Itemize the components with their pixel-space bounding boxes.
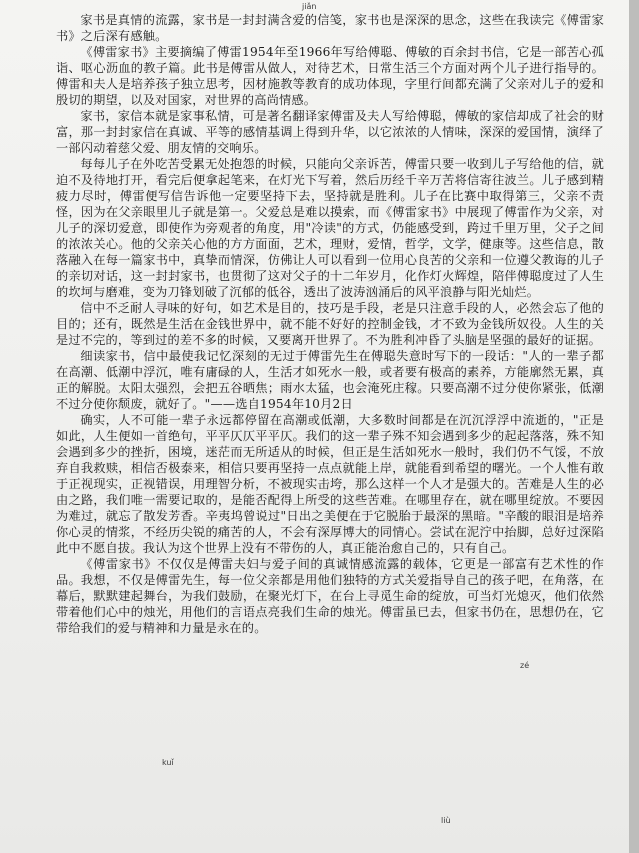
page-edge-shadow bbox=[629, 0, 639, 853]
pinyin-annotation: zé bbox=[520, 661, 530, 670]
paragraph: 信中不乏耐人寻味的好句，如艺术是目的，技巧是手段，老是只注意手段的人，必然会忘了他的目的；还有，既然是生活在金钱世界中，就不能不好好的控制金钱，才不致为金钱所奴役。人生的关是过不完的，等到过的差不多的时候，又要离开世界了。不为胜利冲昏了头脑是坚强的最好的证据。 bbox=[56, 301, 604, 347]
pinyin-annotation: kuǐ bbox=[162, 758, 174, 767]
paragraph: 细读家书，信中最使我记忆深刻的无过于傅雷先生在傅聪失意时写下的一段话："人的一辈子都在高潮、低潮中浮沉，唯有庸碌的人，生活才如死水一般，或者要有极高的素养，方能廓然无累，真正的解脱。太阳太强烈，会把五谷晒焦；雨水太猛，也会淹死庄稼。只要高潮不过分使你紧张，低潮不过分使你颓废，就好了。"——选自1954年10月2日 bbox=[56, 349, 604, 411]
pinyin-annotation: jiǎn bbox=[302, 2, 317, 11]
paragraph: 确实，人不可能一辈子永远都停留在高潮或低潮，大多数时间都是在沉沉浮浮中流逝的，"正是如此，人生便如一首绝句，平平仄仄平平仄。我们的这一辈子殊不知会遇到多少的起起落落，殊不知会遇到多少的挫折，困境，迷茫而无所适从的时候，但正是生活如死水一般时，我们仍不气馁，不放弃自我救赎，相信否极泰来，相信只要再坚持一点点就能上岸，就能看到希望的曙光。一个人惟有敢于正视现实，正视错误，用理智分析，不被现实击垮，那么这样一个人才是强大的。苦难是人生的必由之路，我们唯一需要记取的，是能否配得上所受的这些苦难。在哪里存在，就在哪里绽放。不要因为难过，就忘了散发芳香。辛夷坞曾说过"日出之美便在于它脱胎于最深的黑暗。"辛酸的眼泪是培养你心灵的情浆，不经历尖锐的痛苦的人，不会有深厚博大的同情心。尝试在泥泞中抬脚，总好过深陷此中不愿自拔。我认为这个世界上没有不带伤的人，真正能治愈自己的，只有自己。 bbox=[56, 413, 604, 555]
paragraph: 每每儿子在外吃苦受累无处抱怨的时候，只能向父亲诉苦，傅雷只要一收到儿子写给他的信，就迫不及待地打开，看完后便拿起笔来，在灯光下写着，然后历经千辛万苦将信寄往波兰。儿子感到精疲力尽时，傅雷便写信告诉他一定要坚持下去，坚持就是胜利。儿子在比赛中取得第三，父亲不责怪，因为在父亲眼里儿子就是第一。父爱总是难以摸索，而《傅雷家书》中展现了傅雷作为父亲，对儿子的深切爱意，即使作为旁观者的角度，用"冷读"的方式，仍能感受到，跨过千里万里，父子之间的浓浓关心。他的父亲关心他的方方面面，艺术，理财，爱情，哲学，文学，健康等。这些信息，散落融入在每一篇家书中，真挚而情深，仿佛让人可以看到一位用心良苦的父亲和一位遵父教诲的儿子的亲切对话，这一封封家书，也贯彻了这对父子的十二年岁月，化作灯火辉煌，陪伴傅聪度过了人生的坎坷与磨难，变为刀锋划破了沉郁的低谷，透出了波涛汹涌后的风平浪静与阳光灿烂。 bbox=[56, 157, 604, 299]
essay-body bbox=[56, 12, 604, 636]
paragraph: 家书是真情的流露，家书是一封封满含爱的信笺，家书也是深深的思念，这些在我读完《傅雷家书》之后深有感触。 bbox=[56, 13, 604, 43]
pinyin-annotation: liù bbox=[441, 816, 451, 825]
paragraph: 《傅雷家书》主要摘编了傅雷1954年至1966年写给傅聪、傅敏的百余封书信，它是一部苦心孤诣、呕心沥血的教子篇。此书是傅雷从做人，对待艺术，日常生活三个方面对两个儿子进行指导的。傅雷和夫人是培养孩子独立思考，因材施教等教育的成功体现，字里行间都充满了父亲对儿子的爱和殷切的期望，以及对国家，对世界的高尚情感。 bbox=[56, 45, 604, 107]
paragraph: 《傅雷家书》不仅仅是傅雷夫妇与爱子间的真诚情感流露的载体，它更是一部富有艺术性的作品。我想，不仅是傅雷先生，每一位父亲都是用他们独特的方式关爱指导自己的孩子吧，在角落，在幕后，默默建起舞台，为我们鼓励，在聚光灯下，在台上寻觅生命的绽放，可当灯光熄灭，他们依然带着他们心中的烛光，用他们的言语点亮我们生命的烛光。傅雷虽已去，但家书仍在，思想仍在，它带给我们的爱与精神和力量是永在的。 bbox=[56, 557, 604, 635]
paragraph: 家书，家信本就是家事私情，可是著名翻译家傅雷及夫人写给傅聪，傅敏的家信却成了社会的财富，那一封封家信在真诚、平等的感情基调上得到升华，以它浓浓的人情味，深深的爱国情，演绎了一部闪动着慈父爱、朋友情的交响乐。 bbox=[56, 109, 604, 155]
